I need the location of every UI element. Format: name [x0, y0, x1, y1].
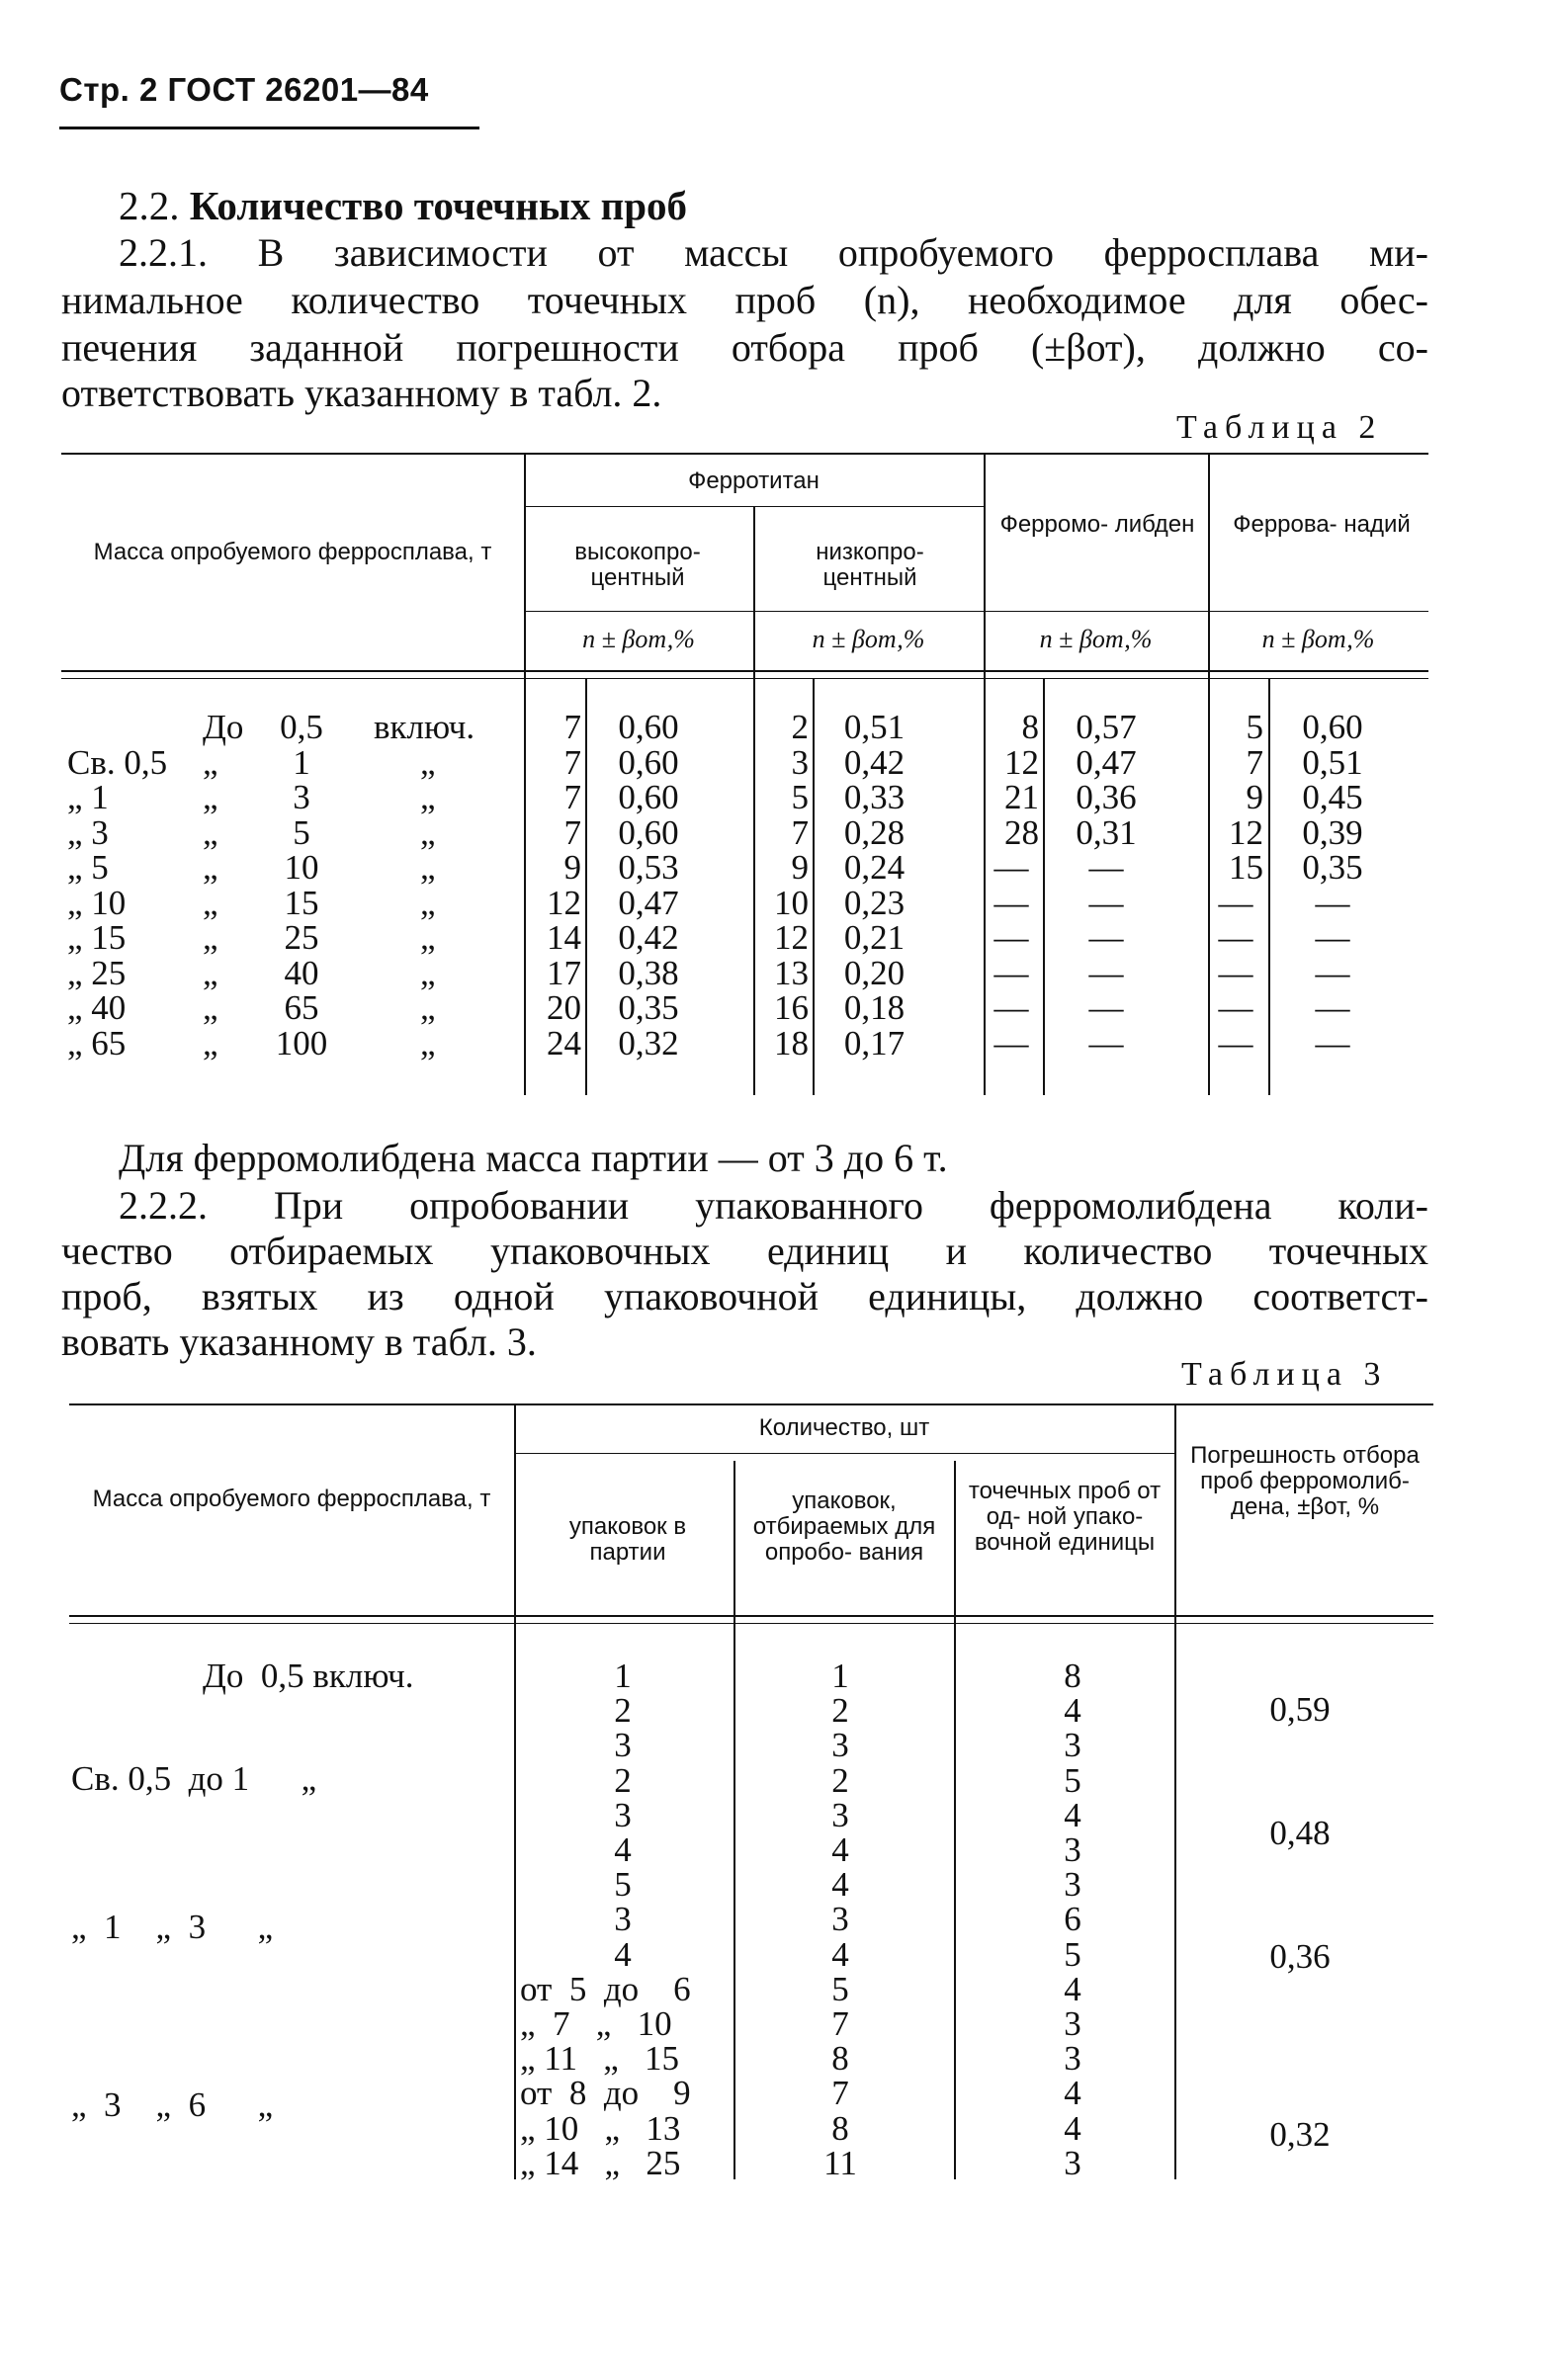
- table3-header-rule: [69, 1623, 1433, 1624]
- table3-mass-label: Св. 0,5 до 1 „: [71, 1759, 317, 1798]
- table2-cell: 0,17: [843, 1023, 906, 1062]
- table2-mass-prefix: „ 10: [67, 883, 127, 922]
- table3-packs: 4: [614, 1934, 632, 1974]
- table2-cell: 3: [791, 742, 809, 782]
- table2-cell: 12: [1229, 812, 1263, 852]
- table2-cell: 0,42: [618, 918, 679, 957]
- table2-mass-prefix: „ 3: [67, 812, 109, 852]
- table3-packs: „ 7 „ 10: [520, 2004, 672, 2043]
- table2-cell: 13: [774, 953, 809, 992]
- table3-selected: 4: [831, 1865, 849, 1905]
- table2-mass-sep: „: [203, 918, 218, 957]
- table2-cell: 0,60: [618, 742, 679, 782]
- table2-cell: —: [1218, 918, 1253, 957]
- table2-cell: 0,31: [1076, 812, 1137, 852]
- table2-cell: 0,28: [843, 812, 906, 852]
- section-title: Количество точечных проб: [189, 183, 688, 228]
- table2-subhdr: n ± βот,%: [1261, 625, 1375, 653]
- table2-cell: 0,24: [843, 848, 906, 887]
- table3-error-value: 0,48: [1269, 1814, 1331, 1852]
- para-221-line-2: нимальное количество точечных проб (n), необходимое для обес-: [61, 278, 1428, 322]
- table3-packs: „ 11 „ 15: [520, 2039, 680, 2079]
- table2-cell: 0,33: [843, 778, 906, 816]
- table2-mass-sep: „: [203, 953, 218, 992]
- table2-cell: —: [993, 883, 1029, 922]
- table2-cell: —: [1218, 883, 1253, 922]
- table2-cell: —: [1088, 848, 1124, 887]
- table3-packs: 2: [614, 1691, 632, 1731]
- para-221-line-4: ответствовать указанному в табл. 2.: [61, 371, 662, 415]
- table2-cell: 12: [547, 883, 581, 922]
- table3-points: 3: [1064, 1726, 1081, 1765]
- table2-cell: 0,45: [1302, 778, 1363, 816]
- table2-mass-upper: 3: [293, 778, 310, 816]
- table3-packs: „ 14 „ 25: [520, 2143, 681, 2182]
- table3-points: 4: [1064, 2108, 1081, 2148]
- table2-mass-sep: „: [203, 988, 218, 1027]
- table3-points: 4: [1064, 1795, 1081, 1834]
- table2-mass-upper: 65: [284, 988, 319, 1027]
- table2-sub-high: высокопро- центный: [574, 539, 701, 591]
- table3-packs: „ 10 „ 13: [520, 2108, 681, 2148]
- table3-mass-label: „ 1 „ 3 „: [71, 1908, 274, 1946]
- table2-cell: —: [1315, 953, 1350, 992]
- table3-packs: 3: [614, 1900, 632, 1939]
- table3-packs: 2: [614, 1760, 632, 1800]
- table3-top-rule: [69, 1403, 1433, 1405]
- table2-cell: —: [1315, 918, 1350, 957]
- table2-mass-suffix: „: [420, 918, 436, 957]
- table2-mass-sep: „: [203, 848, 218, 887]
- table2-cell: 5: [1246, 708, 1263, 746]
- table2-mass-suffix: „: [420, 812, 436, 852]
- header-rule: [59, 127, 479, 129]
- table2-mass-suffix: „: [420, 848, 436, 887]
- table2-cell: 7: [563, 778, 581, 816]
- table2-mass-suffix: включ.: [374, 708, 475, 746]
- table3-points: 4: [1064, 1969, 1081, 2008]
- table2-cell: —: [1088, 988, 1124, 1027]
- table2-header-rule: [61, 678, 1428, 679]
- table3-points: 4: [1064, 2074, 1081, 2113]
- table2-cell: 12: [774, 918, 809, 957]
- table2-mass-sep: „: [203, 883, 218, 922]
- table3-vline: [514, 1403, 516, 2179]
- table2-cell: 16: [774, 988, 809, 1027]
- table2-sub-low: низкопро- центный: [816, 539, 924, 591]
- table2-cell: 9: [1246, 778, 1263, 816]
- table2-mass-prefix: „ 25: [67, 953, 127, 992]
- table2-cell: 2: [791, 708, 809, 746]
- table2-mass-prefix: „ 40: [67, 988, 127, 1027]
- para-221-line-1: 2.2.1. В зависимости от массы опробуемого ферросплава ми-: [119, 230, 1428, 275]
- table3-selected: 3: [831, 1900, 849, 1939]
- table2-cell: —: [1315, 1023, 1350, 1062]
- table2-cell: 0,38: [618, 953, 679, 992]
- table3-packs: от 5 до 6: [520, 1969, 691, 2008]
- table2-cell: 0,51: [843, 708, 906, 746]
- table2-cell: 0,36: [1076, 778, 1137, 816]
- table2-cell: 0,60: [618, 812, 679, 852]
- table3-col-mass: Масса опробуемого ферросплава, т: [92, 1486, 491, 1512]
- table3-points: 3: [1064, 2039, 1081, 2079]
- table3-points: 4: [1064, 1691, 1081, 1731]
- table2-cell: 0,39: [1302, 812, 1363, 852]
- table2-mass-upper: 10: [284, 848, 319, 887]
- table2-cell: 0,35: [1302, 848, 1363, 887]
- table2-mass-upper: 0,5: [280, 708, 323, 746]
- table3-error-value: 0,59: [1269, 1690, 1331, 1729]
- table3-selected: 3: [831, 1795, 849, 1834]
- table3-group-qty: Количество, шт: [758, 1414, 930, 1441]
- table2-cell: 0,57: [1076, 708, 1137, 746]
- table3-mass-label: „ 3 „ 6 „: [71, 2085, 274, 2124]
- table2-mass-suffix: „: [420, 1023, 436, 1062]
- table3-packs: от 8 до 9: [520, 2074, 691, 2113]
- table3-mass-label: До 0,5 включ.: [203, 1657, 414, 1695]
- table2-cell: 0,47: [1076, 742, 1137, 782]
- table2-col-mass: Масса опробуемого ферросплава, т: [93, 539, 492, 565]
- table2-mass-suffix: „: [420, 742, 436, 782]
- table2-header-rule: [61, 670, 1428, 672]
- table2-mass-sep: „: [203, 742, 218, 782]
- table2-top-rule: [61, 453, 1428, 455]
- table3-points: 3: [1064, 1830, 1081, 1869]
- table3-selected: 2: [831, 1691, 849, 1731]
- table3-selected: 5: [831, 1969, 849, 2008]
- table3-packs: 3: [614, 1795, 632, 1834]
- table3-points: 5: [1064, 1934, 1081, 1974]
- table3-vline: [1174, 1403, 1176, 2179]
- para-222-line-2: чество отбираемых упаковочных единиц и количество точечных: [61, 1229, 1428, 1273]
- table2-mass-suffix: „: [420, 988, 436, 1027]
- table3-error-value: 0,36: [1269, 1937, 1331, 1976]
- table2-cell: 0,42: [843, 742, 906, 782]
- table3-col-err: Погрешность отбора проб ферромолиб- дена, ±βот, %: [1190, 1442, 1420, 1520]
- table3-points: 8: [1064, 1657, 1081, 1695]
- table2-cell: —: [993, 1023, 1029, 1062]
- table2-cell: 7: [791, 812, 809, 852]
- table2-mass-upper: 25: [284, 918, 319, 957]
- table3-sub-sel: упаковок, отбираемых для опробо- вания: [752, 1488, 936, 1566]
- table2-cell: 15: [1229, 848, 1263, 887]
- table2-cell: 20: [547, 988, 581, 1027]
- table2-cell: 24: [547, 1023, 581, 1062]
- table3-packs: 4: [614, 1830, 632, 1869]
- table2-cell: —: [1088, 1023, 1124, 1062]
- table2-mass-prefix: „ 1: [67, 778, 109, 816]
- table2-mass-prefix: Св. 0,5: [67, 742, 168, 782]
- table3-selected: 1: [831, 1657, 849, 1695]
- table3-sub-pack: упаковок в партии: [568, 1513, 687, 1566]
- table2-mass-upper: 40: [284, 953, 319, 992]
- table3-selected: 3: [831, 1726, 849, 1765]
- table2-cell: —: [1218, 988, 1253, 1027]
- table2-cell: 12: [1004, 742, 1039, 782]
- table2-rule: [524, 611, 1428, 612]
- table2-mass-prefix: „ 15: [67, 918, 127, 957]
- table2-cell: —: [1088, 918, 1124, 957]
- table2-cell: 0,53: [618, 848, 679, 887]
- table2-cell: —: [1088, 953, 1124, 992]
- table2-cell: 0,23: [843, 883, 906, 922]
- table3-sub-pts: точечных проб от од- ной упако- вочной единицы: [968, 1478, 1162, 1556]
- table2-cell: 0,47: [618, 883, 679, 922]
- page-header: Стр. 2 ГОСТ 26201—84: [59, 71, 429, 108]
- table2-cell: 0,32: [618, 1023, 679, 1062]
- table2-cell: 18: [774, 1023, 809, 1062]
- table3-points: 3: [1064, 1865, 1081, 1905]
- table2-mass-sep: „: [203, 812, 218, 852]
- table3-points: 3: [1064, 2004, 1081, 2043]
- table2-col-fv: Феррова- надий: [1233, 511, 1411, 538]
- table3-points: 3: [1064, 2143, 1081, 2182]
- table2-cell: 9: [563, 848, 581, 887]
- table2-cell: 14: [547, 918, 581, 957]
- table2-mass-suffix: „: [420, 953, 436, 992]
- table2-cell: 0,35: [618, 988, 679, 1027]
- table2-cell: 10: [774, 883, 809, 922]
- table3-vline: [954, 1461, 956, 2179]
- table2-mass-suffix: „: [420, 883, 436, 922]
- table2-cell: —: [993, 988, 1029, 1027]
- table3-header-rule: [69, 1615, 1433, 1617]
- para-222-line-3: проб, взятых из одной упаковочной единицы, должно соответст-: [61, 1274, 1428, 1318]
- table2-cell: —: [1315, 988, 1350, 1027]
- table2-rule: [524, 506, 984, 507]
- table3-points: 6: [1064, 1900, 1081, 1939]
- table3-selected: 8: [831, 2039, 849, 2079]
- table2-cell: 7: [563, 812, 581, 852]
- para-fmo: Для ферромолибдена масса партии — от 3 до 6 т.: [119, 1136, 948, 1180]
- table2-cell: 17: [547, 953, 581, 992]
- table2-mass-prefix: „ 65: [67, 1023, 127, 1062]
- table3-caption: Таблица 3: [1181, 1356, 1388, 1393]
- table2-caption: Таблица 2: [1176, 409, 1383, 446]
- table2-cell: —: [1218, 953, 1253, 992]
- table2-cell: 0,21: [843, 918, 906, 957]
- para-222-line-4: вовать указанному в табл. 3.: [61, 1319, 537, 1364]
- table3-packs: 5: [614, 1865, 632, 1905]
- table2-subhdr: n ± βот,%: [1039, 625, 1153, 653]
- para-222-line-1: 2.2.2. При опробовании упакованного ферромолибдена коли-: [119, 1183, 1428, 1228]
- table3-error-value: 0,32: [1269, 2115, 1331, 2154]
- table3-selected: 8: [831, 2108, 849, 2148]
- table2-cell: 7: [563, 708, 581, 746]
- table2-cell: 28: [1004, 812, 1039, 852]
- section-number: 2.2.: [119, 183, 180, 228]
- table3-selected: 11: [823, 2143, 857, 2182]
- table3-selected: 4: [831, 1934, 849, 1974]
- table2-cell: 0,60: [618, 778, 679, 816]
- table2-cell: 9: [791, 848, 809, 887]
- table2-cell: —: [993, 918, 1029, 957]
- table2-cell: 0,20: [843, 953, 906, 992]
- table2-mass-upper: 5: [293, 812, 310, 852]
- table2-cell: 7: [563, 742, 581, 782]
- table3-packs: 3: [614, 1726, 632, 1765]
- table3-rule: [514, 1453, 1174, 1454]
- table2-cell: 7: [1246, 742, 1263, 782]
- table2-cell: —: [1315, 883, 1350, 922]
- table3-selected: 4: [831, 1830, 849, 1869]
- table2-cell: —: [993, 848, 1029, 887]
- table2-cell: 21: [1004, 778, 1039, 816]
- table3-selected: 7: [831, 2074, 849, 2113]
- table2-subhdr: n ± βот,%: [582, 625, 695, 653]
- table2-cell: 5: [791, 778, 809, 816]
- table2-cell: 0,60: [618, 708, 679, 746]
- table3-selected: 2: [831, 1760, 849, 1800]
- table2-cell: —: [1088, 883, 1124, 922]
- table2-mass-upper: 100: [275, 1023, 328, 1062]
- table2-mass-upper: 1: [293, 742, 310, 782]
- table2-cell: —: [993, 953, 1029, 992]
- para-221-line-3: печения заданной погрешности отбора проб (±βот), должно со-: [61, 325, 1428, 370]
- table3-points: 5: [1064, 1760, 1081, 1800]
- table3-packs: 1: [614, 1657, 632, 1695]
- table2-subhdr: n ± βот,%: [812, 625, 925, 653]
- table2-cell: 0,51: [1302, 742, 1363, 782]
- table2-cell: —: [1218, 1023, 1253, 1062]
- table2-mass-prefix: „ 5: [67, 848, 109, 887]
- table2-col-fmo: Ферромо- либден: [999, 511, 1195, 538]
- section-heading: [119, 182, 687, 229]
- table2-group-ferrotitan: Ферротитан: [688, 468, 820, 494]
- table2-cell: 8: [1021, 708, 1039, 746]
- table2-mass-suffix: „: [420, 778, 436, 816]
- table3-selected: 7: [831, 2004, 849, 2043]
- table2-cell: 0,60: [1302, 708, 1363, 746]
- table2-mass-sep: До: [203, 708, 244, 746]
- table2-cell: 0,18: [843, 988, 906, 1027]
- table2-mass-sep: „: [203, 1023, 218, 1062]
- table3-vline: [733, 1461, 735, 2179]
- table2-mass-sep: „: [203, 778, 218, 816]
- table2-mass-upper: 15: [284, 883, 319, 922]
